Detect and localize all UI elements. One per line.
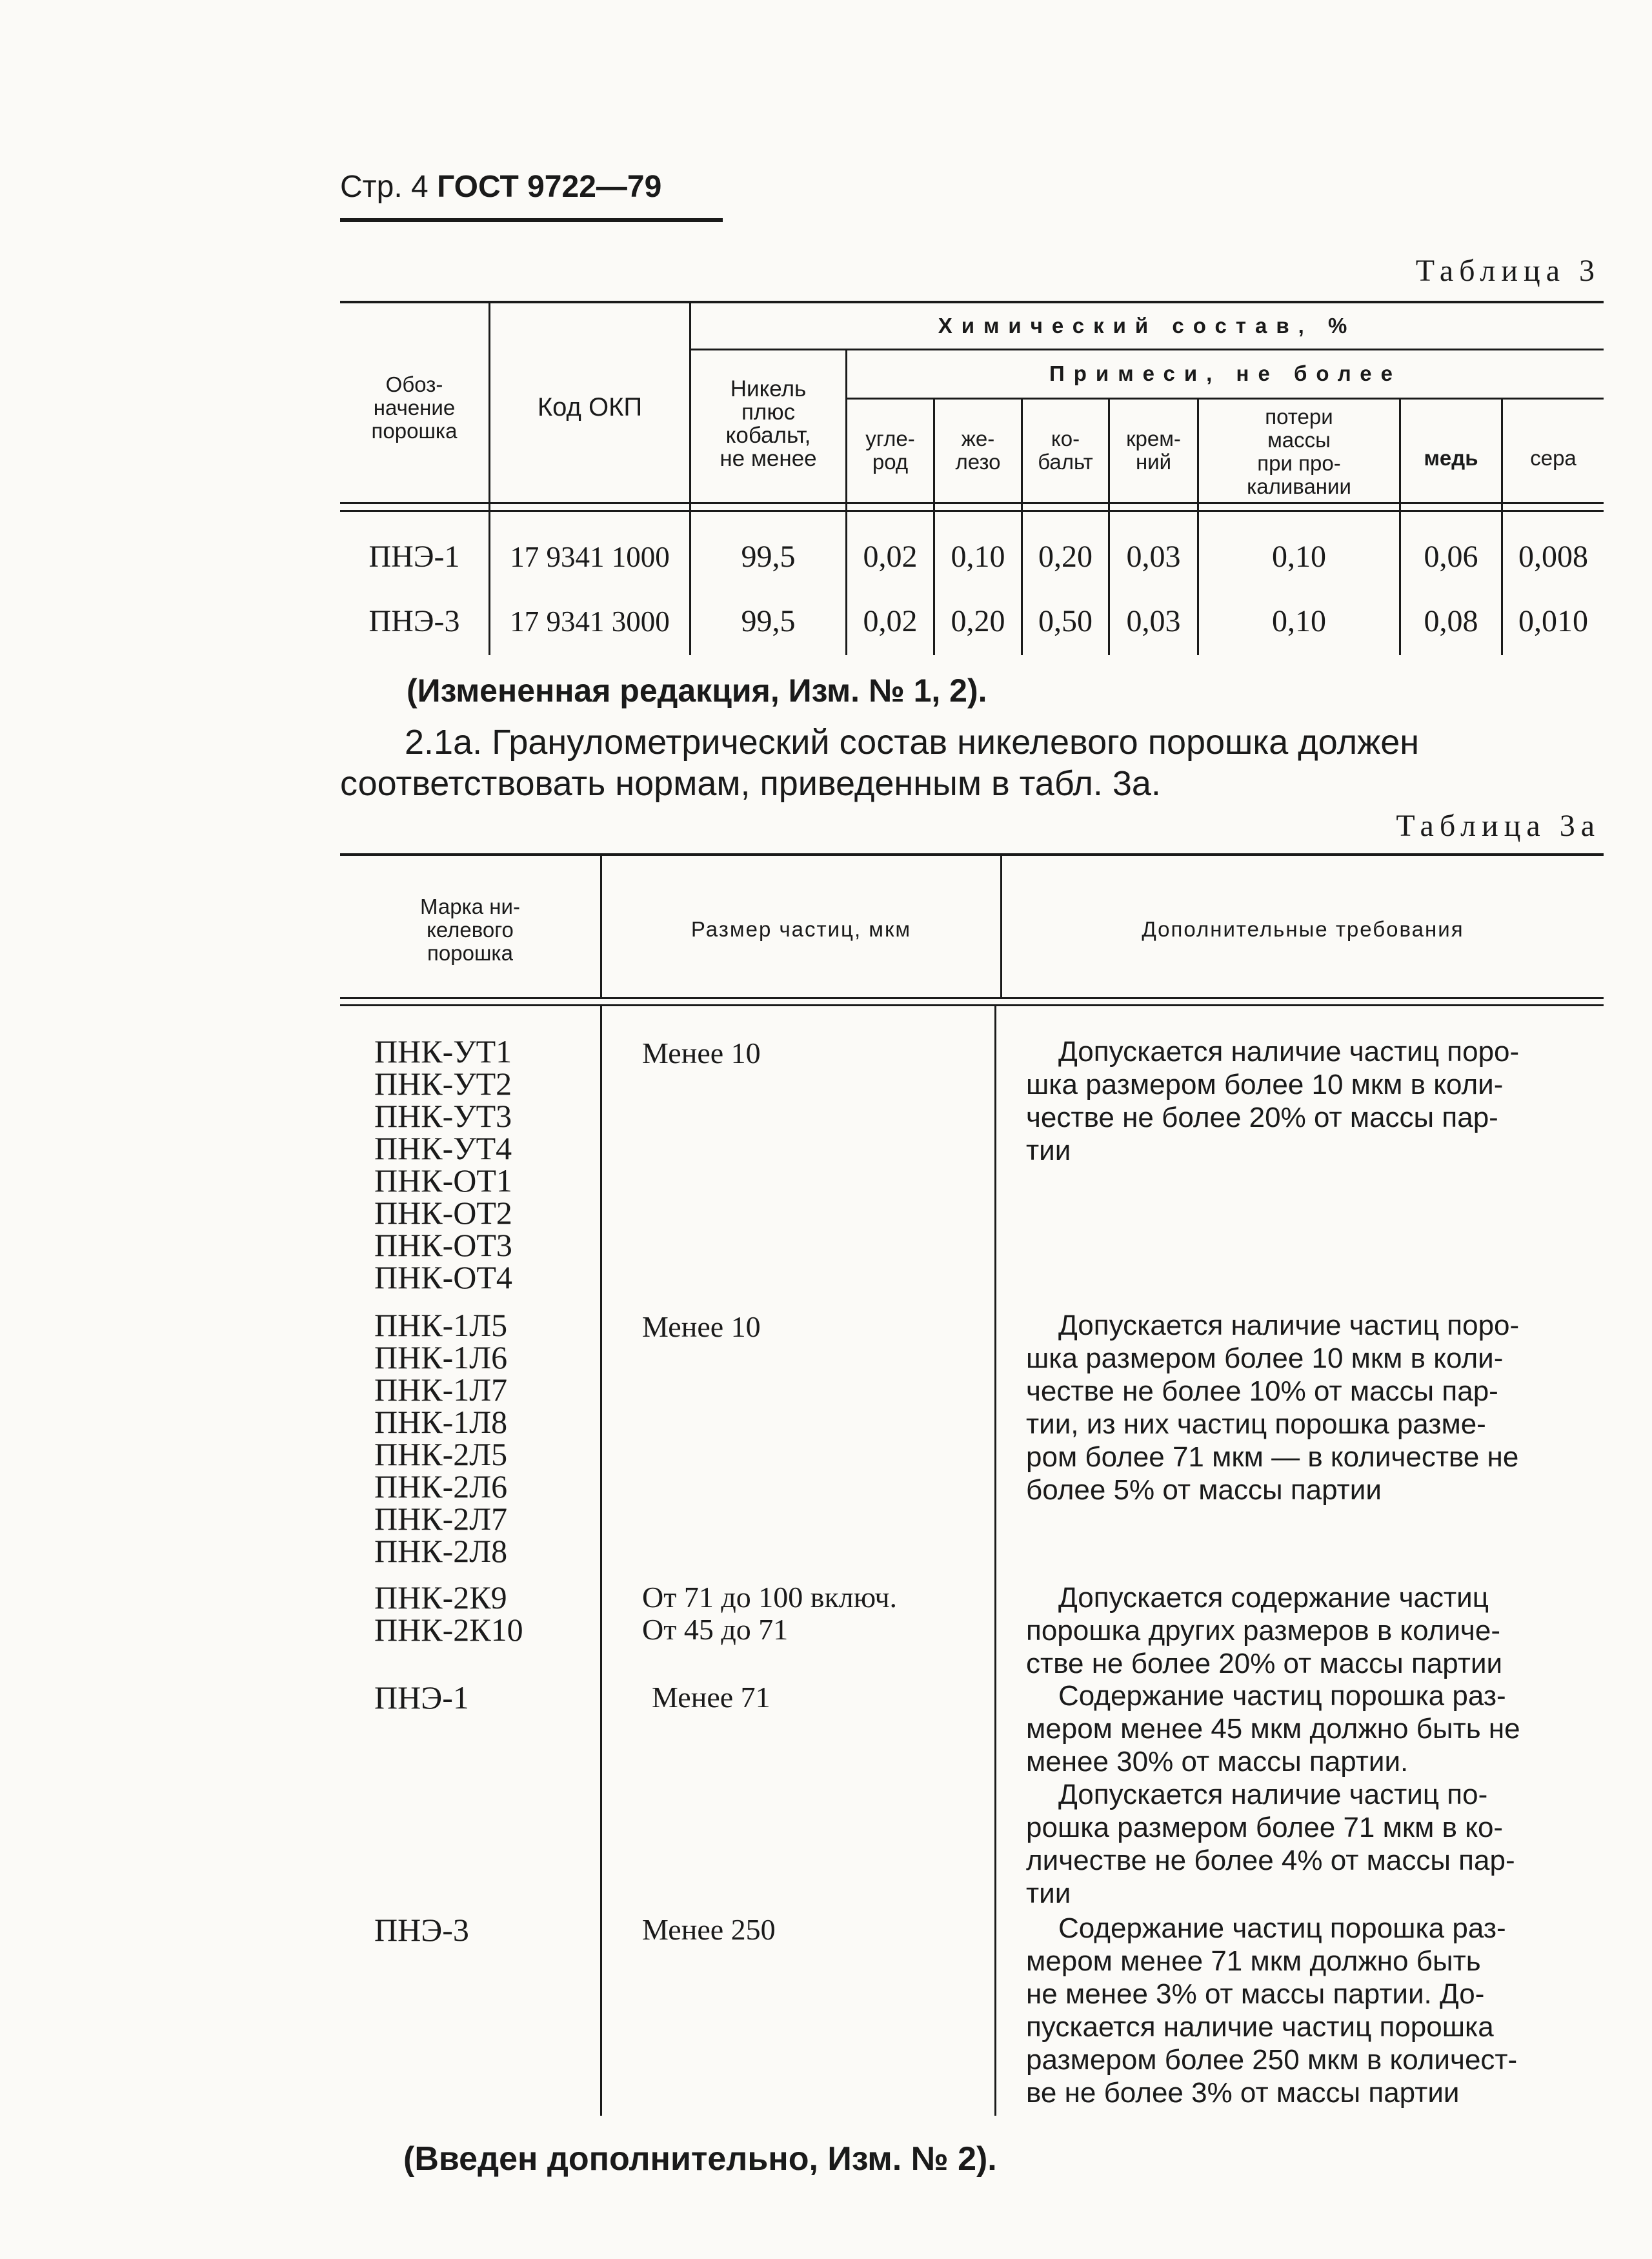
table3a-group1-grades: ПНК-УТ1 ПНК-УТ2 ПНК-УТ3 ПНК-УТ4 ПНК-ОТ1 ПНК-ОТ2 ПНК-ОТ3 ПНК-ОТ4 (374, 1033, 512, 1295)
table3-header-rule-2 (340, 510, 1604, 512)
table3-subgroup-header: Примеси, не более (1049, 361, 1402, 385)
table3-col-copper: медь (1424, 446, 1478, 470)
table3a-group1-req: Допускается наличие частиц поро- шка размером более 10 мкм в коли- честве не более 20% от массы пар- тии (1026, 1036, 1520, 1166)
table3a-vrule (600, 1006, 602, 2116)
table3-col-sulfur: сера (1530, 446, 1576, 470)
table3a-vrule (994, 1006, 996, 2116)
table3a-group4-size: Менее 71 (652, 1681, 771, 1714)
table3-header-rule-1 (340, 502, 1604, 504)
table3-col-iron: же- лезо (955, 427, 1001, 474)
page-header (340, 169, 661, 205)
standard-code: ГОСТ 9722—79 (437, 170, 662, 204)
table3-group-rule (689, 349, 1604, 350)
paragraph-2-1a: 2.1а. Гранулометрический состав никелевого порошка должен соответствовать нормам, приведенным в табл. 3а. (340, 723, 1420, 803)
table3-subgroup-rule (845, 398, 1604, 400)
table3a-amendment-note: (Введен дополнительно, Изм. № 2). (403, 2140, 997, 2178)
table3a-group1-size: Менее 10 (642, 1037, 761, 1069)
table3-col-loss: потери массы при про- каливании (1247, 405, 1351, 498)
table3-col-cobalt: ко- бальт (1038, 427, 1093, 474)
table3a-col-size: Размер частиц, мкм (690, 917, 912, 941)
header-rule (340, 218, 723, 222)
table3a-group2-grades: ПНК-1Л5 ПНК-1Л6 ПНК-1Л7 ПНК-1Л8 ПНК-2Л5 ПНК-2Л6 ПНК-2Л7 ПНК-2Л8 (374, 1307, 508, 1569)
table3a-group4-grade: ПНЭ-1 (374, 1679, 469, 1716)
table3a-header-rule-2 (340, 1004, 1604, 1006)
table3-vrule (689, 303, 691, 655)
table3-col-designation: Обоз- начение порошка (371, 372, 458, 443)
table3a-group5-grade: ПНЭ-3 (374, 1912, 469, 1948)
table3-col-okp: Код ОКП (537, 393, 643, 421)
table3-col-silicon: крем- ний (1126, 427, 1181, 474)
table3-amendment-note: (Измененная редакция, Изм. № 1, 2). (407, 673, 987, 709)
table3a-header-rule-1 (340, 997, 1604, 999)
page-number: Стр. 4 (340, 170, 428, 204)
table3-group-header: Химический состав, % (938, 314, 1356, 338)
table3a-group3-req: Допускается содержание частиц порошка других размеров в количе- стве не более 20% от массы партии (1026, 1582, 1503, 1679)
table3a-group5-req: Содержание частиц порошка раз- мером менее 71 мкм должно быть не менее 3% от массы партии. До- пускается наличие частиц порошка размером более 250 мкм в количест- ве не более 3% от массы партии (1026, 1912, 1518, 2109)
table3a-top-rule (340, 853, 1604, 856)
table3a-group2-size: Менее 10 (642, 1310, 761, 1343)
table3-top-rule (340, 301, 1604, 303)
table3a-caption: Таблица 3а (1396, 809, 1600, 843)
table3-col-nickel: Никель плюс кобальт, не менее (720, 376, 817, 471)
table3a-group3-sizes: От 71 до 100 включ. От 45 до 71 (642, 1581, 897, 1646)
table3-col-carbon: угле- род (865, 427, 915, 474)
table3a-group2-req: Допускается наличие частиц поро- шка размером более 10 мкм в коли- честве не более 10% от массы пар- тии, из них частиц порошка разме- ром более 71 мкм — в количестве не более 5% от массы партии (1026, 1310, 1520, 1506)
table3a-group5-size: Менее 250 (642, 1913, 776, 1946)
table3-caption: Таблица 3 (1415, 254, 1600, 288)
table3a-col-grade: Марка ни- келевого порошка (420, 895, 520, 965)
table3a-group4-req: Содержание частиц порошка раз- мером менее 45 мкм должно быть не менее 30% от массы партии. Допускается наличие частиц по- рошка размером более 71 мкм в ко- личестве не более 4% от массы пар- тии (1026, 1680, 1520, 1909)
table3-vrule (489, 303, 490, 655)
table3a-group3-grades: ПНК-2К9 ПНК-2К10 (374, 1579, 523, 1648)
table3a-col-req: Дополнительные требования (1142, 917, 1464, 941)
